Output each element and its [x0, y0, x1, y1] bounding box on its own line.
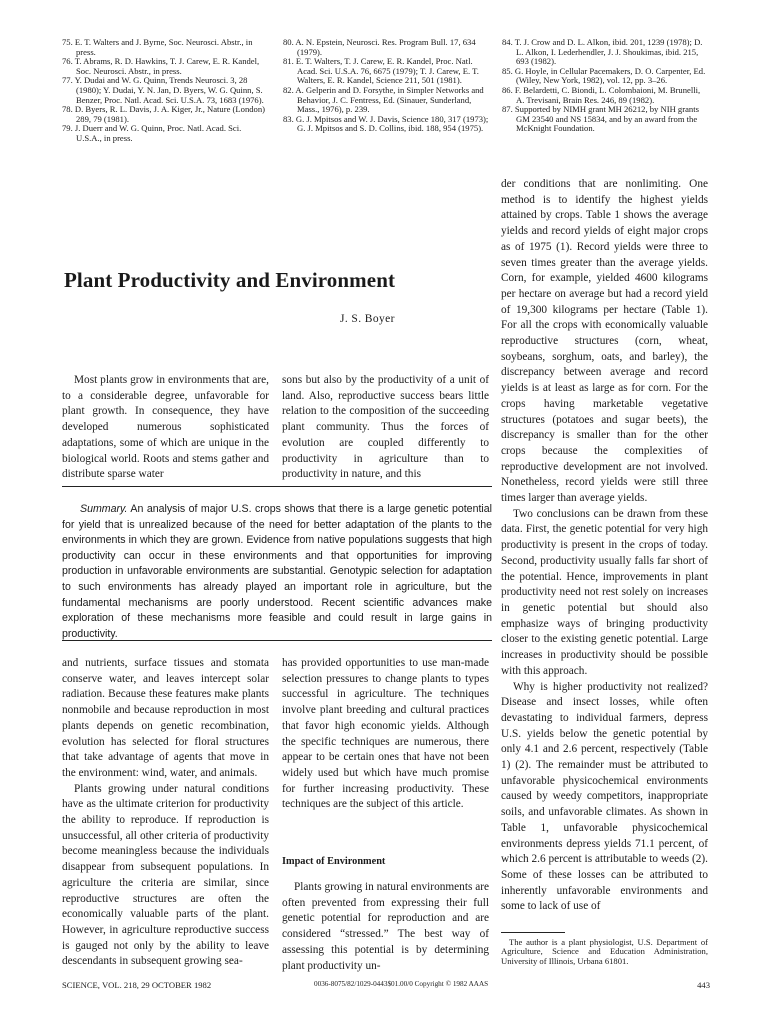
section-heading-impact: Impact of Environment: [282, 856, 386, 867]
lower-middle-column: [282, 656, 489, 813]
article-author: J. S. Boyer: [340, 313, 395, 325]
summary-text: An analysis of major U.S. crops shows that there is a large genetic potential for yield that is unrealized because of the need for better adaptation of the plants to the environments in which they are grown. Evidence from native populations suggests that high productivity can occur in these environments and that opportunities for improving production in unfavorable environments are substantial. Genotypic selection for adaptation to such environments has already played an important role in agriculture, but the fundamental mechanisms are poorly understood. Recent scientific advances make exploration of these mechanisms more feasible and could result in large gains in productivity.: [62, 503, 492, 640]
lower-left-paragraph-1: and nutrients, surface tissues and stomata conserve water, and leaves intercept solar radiation. Because these features make plants nonmobile and because reproduction in most plants depends on genetic recombination, evolution has selected for floral structures that take advantage of agents that move in the environment: wind, water, and animals.: [62, 657, 269, 779]
lower-middle-paragraph-1: has provided opportunities to use man-made selection pressures to change plants to types successful in agriculture. The techniques involve plant breeding and cultural practices that favor high economic yields. Although the specific techniques are numerous, there appear to be certain ones that have not been widely used but which have much promise for further increasing productivity. These techniques are the subject of this article.: [282, 657, 489, 811]
summary-bottom-rule: [62, 640, 492, 641]
summary-label: Summary.: [80, 503, 128, 515]
summary-box: [62, 502, 492, 642]
reference-86: 86. F. Belardetti, C. Biondi, L. Colombaioni, M. Brunelli, A. Trevisani, Brain Res. 246, 89 (1982).: [502, 84, 701, 105]
reference-78: 78. D. Byers, R. L. Davis, J. A. Kiger, Jr., Nature (London) 289, 79 (1981).: [62, 104, 266, 124]
footer-journal: SCIENCE, VOL. 218, 29 OCTOBER 1982: [62, 980, 212, 990]
intro-right-column: [282, 373, 489, 483]
reference-87: 87. Supported by NIMH grant MH 26212, by NIH grants GM 23540 and NS 15834, and by an award from the McKnight Foundation.: [502, 104, 699, 134]
reference-83: 83. G. J. Mpitsos and W. J. Davis, Science 180, 317 (1973); G. J. Mpitsos and S. D. Collins, ibid. 188, 954 (1975).: [283, 113, 489, 134]
summary-top-rule: [62, 486, 492, 487]
references-col-2: [283, 38, 489, 134]
reference-80: 80. A. N. Epstein, Neurosci. Res. Program Bull. 17, 634 (1979).: [283, 37, 476, 57]
article-title: Plant Productivity and Environment: [64, 268, 396, 292]
author-footnote: The author is a plant physiologist, U.S. Department of Agriculture, Science and Education Administration, University of Illinois, Urbana 61801.: [501, 937, 708, 966]
intro-paragraph-left: Most plants grow in environments that are, to a considerable degree, unfavorable for plant growth. In consequence, they have developed numerous sophisticated adaptations, some of which are unique in the biological world. Roots and stems gather and distribute sparse water: [62, 374, 269, 481]
reference-85: 85. G. Hoyle, in Cellular Pacemakers, D. O. Carpenter, Ed. (Wiley, New York, 1982), vol. 12, pp. 3–26.: [502, 65, 706, 86]
references-col-3: [502, 38, 708, 134]
reference-76: 76. T. Abrams, R. D. Hawkins, T. J. Carew, E. R. Kandel, Soc. Neurosci. Abstr., in press.: [62, 56, 260, 76]
footer-page-number: 443: [697, 980, 710, 990]
right-paragraph-2: Two conclusions can be drawn from these data. First, the genetic potential for very high productivity is present in the crops of today. Second, productivity usually falls far short of the potential. Hence, improvements in plant productivity need not rest solely on increases in genetic potential but should also emphasize ways of bringing productivity closer to the existing genetic potential. Large increases in productivity should be possible with this approach.: [501, 507, 708, 677]
intro-left-column: [62, 373, 269, 483]
footnote-rule: [501, 932, 565, 933]
reference-84: 84. T. J. Crow and D. L. Alkon, ibid. 201, 1239 (1978); D. L. Alkon, I. Lederhendler, J. J. Shoukimas, ibid. 215, 693 (1982).: [502, 37, 703, 67]
lower-left-paragraph-2: Plants growing under natural conditions have as the ultimate criterion for productivity the ability to reproduce. If reproduction is unsuccessful, all other criteria of productivity become meaningless because the individuals disappear from subsequent populations. In agriculture the criteria are similar, since reproductive structures are often the economically valuable parts of the plant. However, in agriculture reproductive success is gauged not only by the ability to leave descendants in subsequent growing sea-: [62, 782, 269, 968]
reference-82: 82. A. Gelperin and D. Forsythe, in Simpler Networks and Behavior, J. C. Fentress, Ed. (Sinauer, Sunderland, Mass., 1976), p. 239.: [283, 84, 484, 115]
reference-81: 81. E. T. Walters, T. J. Carew, E. R. Kandel, Proc. Natl. Acad. Sci. U.S.A. 76, 6675 (1979); T. J. Carew, E. T. Walters, E. R. Kandel, Science 211, 501 (1981).: [283, 56, 479, 86]
reference-75: 75. E. T. Walters and J. Byrne, Soc. Neurosci. Abstr., in press.: [62, 37, 253, 57]
lower-middle-paragraph-2: Plants growing in natural environments are often prevented from expressing their full genetic potential for reproduction and are considered “stressed.” The best way of assessing this potential is by determining plant productivity un-: [282, 881, 489, 972]
footer-code: 0036-8075/82/1029-0443$01.00/0 Copyright © 1982 AAAS: [314, 980, 489, 988]
references-col-1: [62, 38, 268, 144]
right-paragraph-3: Why is higher productivity not realized? Disease and insect losses, while often devastating to individual farmers, depress U.S. yields below the genetic potential by only 4.1 and 2.6 percent, respectively (Table 1) (2). The remainder must be attributed to unfavorable physicochemical environments caused by weedy competitors, inappropriate soils, and unfavorable climates. As shown in Table 1, unfavorable physicochemical environments depress yields 71.1 percent, of which 2.6 percent is attributable to weeds (2). Some of these losses can be attributed to inherently unfavorable environments and some to lack of use of: [501, 680, 708, 913]
right-paragraph-1: der conditions that are nonlimiting. One method is to identify the highest yields attained by crops. Table 1 shows the average yields and record yields of eight major crops as of 1975 (1). Record yields were three to seven times greater than the average yields. Corn, for example, yielded 4600 kilograms per hectare on average but had a record yield of 19,300 kilograms per hectare (Table 1). For all the crops with economically valuable reproductive structures (corn, wheat, soybeans, sorghum, oats, and barley), the discrepancy between average and record yields is at least as large as for corn. For the crops having marketable vegetative structures (potatoes and sugar beets), the discrepancy is smaller than for the other crops because the complexities of reproductive development are not involved. Nonetheless, record yields were still three times larger than average yields.: [501, 178, 708, 505]
lower-left-column: [62, 656, 269, 970]
intro-paragraph-right: sons but also by the productivity of a unit of land. Also, reproductive success bears little relation to the composition of the succeeding plant community. Thus the forces of evolution are coupled differently to productivity in agriculture than to productivity in nature, and this: [282, 374, 489, 481]
lower-middle-column-2: [282, 880, 489, 974]
right-column: [501, 177, 708, 915]
reference-79: 79. J. Duerr and W. G. Quinn, Proc. Natl. Acad. Sci. U.S.A., in press.: [62, 123, 242, 143]
reference-77: 77. Y. Dudai and W. G. Quinn, Trends Neurosci. 3, 28 (1980); Y. Dudai, Y. N. Jan, D. Byers, W. G. Quinn, S. Benzer, Proc. Natl. Acad. Sci. U.S.A. 73, 1683 (1976).: [62, 75, 264, 105]
